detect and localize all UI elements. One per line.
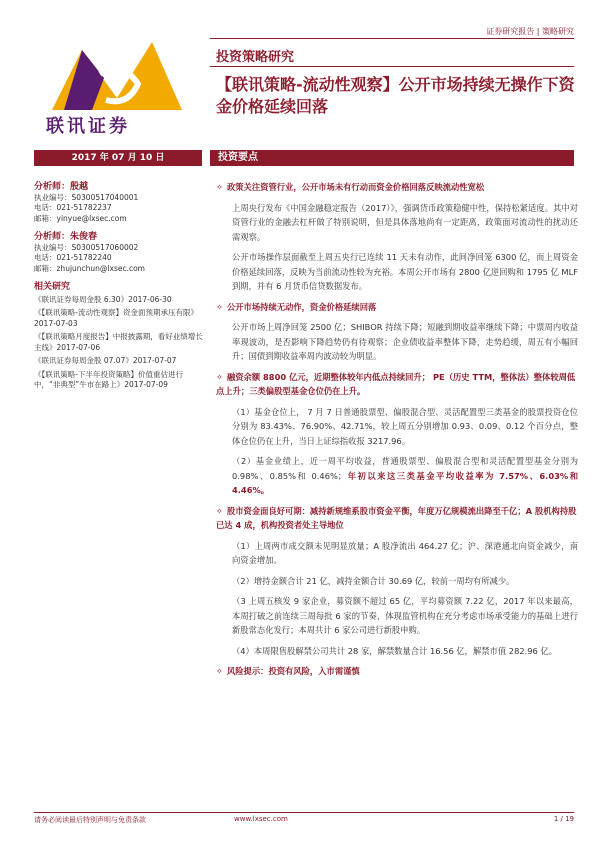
point-heading xyxy=(216,300,578,315)
diamond-bullet-icon: ✧ xyxy=(216,371,223,382)
footer-disclaimer: 请务必阅读最后特别声明与免责条款 xyxy=(34,816,146,824)
point-heading xyxy=(216,504,578,533)
analyst-email-link[interactable]: 邮箱：yinyue@lxsec.com xyxy=(34,213,127,223)
top-rule xyxy=(210,38,574,39)
top-label: 证券研究报告 | 策略研究 xyxy=(486,27,574,36)
diamond-bullet-icon: ✧ xyxy=(216,182,223,192)
analyst-name: 分析师：殷越 xyxy=(34,182,89,192)
paragraph: （1）基金仓位上， 7 月 7 日普通股票型、偏股混合型、灵活配置型三类基金的股票投资仓位分别为 83.43%、76.90%、42.71%，较上周五分别增加 0.93、0.09、0.12 个百分点，整体仓位仍在上升，当日上证综指收报 3217.96。 xyxy=(232,406,578,446)
paragraph: （4）本周限售股解禁公司共计 28 家，解禁数量合计 16.56 亿，解禁市值 282.96 亿。 xyxy=(232,645,558,656)
related-item[interactable]: 《联讯证券每周金股 07.07》2017-07-07 xyxy=(34,356,177,365)
point-heading-text: 风险提示：投资有风险，入市需谨慎 xyxy=(226,666,360,676)
diamond-bullet-icon: ✧ xyxy=(216,505,223,516)
logo-text: 联讯证券 xyxy=(46,116,130,137)
key-points-body xyxy=(216,180,578,679)
analyst-cert: 执业编号：S0300517060002 xyxy=(34,242,139,252)
analyst-sidebar xyxy=(34,180,206,394)
related-item[interactable]: 《【联讯策略-下半年投资策略】价值重估进行中，“非典型”牛市在路上》2017-07-09 xyxy=(34,369,183,389)
paragraph: 上周央行发布《中国金融稳定报告（2017）》，强调货币政策稳健中性，保持松紧适度。其中对资管行业的金融去杠杆做了特别说明，但是具体落地尚有一定距离，政策面对流动性的扰动还需观察。 xyxy=(232,202,578,242)
paragraph: （1）上周两市成交额未见明显放量；A 股净流出 464.27 亿；沪、深港通北向资金减少，南向资金增加。 xyxy=(232,540,578,565)
point-heading xyxy=(216,370,578,399)
analyst-block xyxy=(34,232,206,274)
tag-rule xyxy=(210,66,574,67)
report-title: 【联讯策略-流动性观察】公开市场持续无操作下资金价格延续回落 xyxy=(216,75,575,116)
paragraph-text: （2）基金业绩上，近一周平均收益，普通股票型、偏股混合型和灵活配置型基金分别为 0.98%、0.85%和 0.46%； xyxy=(232,456,578,481)
diamond-bullet-icon: ✧ xyxy=(216,301,223,312)
page-number: 1 / 19 xyxy=(553,815,574,823)
date-bar: 2017 年 07 月 10 日 xyxy=(34,150,202,166)
paragraph: 公开市场操作层面截至上周五央行已连续 11 天未有动作，此间净回笼 6300 亿，而上周资金价格延续回落，反映为当前流动性较为充裕。本周公开市场有 2800 亿逆回购和 1795 亿 MLF 到期，并有 6 月货币信贷数据发布。 xyxy=(232,252,578,291)
point-heading-text: 股市资金面良好可期：减持新规维系股市资金平衡，年度万亿规模流出降至千亿；A 股机构持股已达 4 成，机构投资者处主导地位 xyxy=(216,505,577,530)
analyst-block xyxy=(34,182,206,224)
footer-website-link[interactable]: www.lxsec.com xyxy=(234,815,288,823)
point-heading-text: 公开市场持续无动作，资金价格延续回落 xyxy=(226,301,377,312)
footer-rule xyxy=(34,812,574,813)
analyst-cert: 执业编号：S0300517040001 xyxy=(34,192,139,202)
related-research-heading: 相关研究 xyxy=(34,282,71,292)
diamond-bullet-icon: ✧ xyxy=(216,666,223,676)
analyst-phone: 电话：021-51782237 xyxy=(34,203,112,212)
key-points-bar: 投资要点 xyxy=(210,150,574,166)
paragraph: 公开市场上周净回笼 2500 亿；SHIBOR 持续下降；短融到期收益率继续下降；中票周内收益率现波动，是否影响下降趋势仍有待观察；企业债收益率整体下降，走势趋缓，周五有小幅回升；国债到期收益率周内波动较为明显。 xyxy=(232,322,578,361)
point-heading xyxy=(216,180,578,195)
point-heading xyxy=(216,664,578,679)
analyst-phone: 电话：021-51782240 xyxy=(34,253,112,262)
paragraph: （3 上周五核发 9 家企业，募资额不超过 65 亿，平均募资额 7.22 亿，2017 年以来最高，本周打破之前连续三周每批 6 家的节奏，体现监管机构在充分考虑市场承受能力的基础上进行新股常态化发行；本周共计 6 家公司进行新股申购。 xyxy=(232,596,578,635)
related-item[interactable]: 《【联讯策略-流动性观察】资金面预期承压有限》2017-07-03 xyxy=(34,308,198,328)
paragraph: （2）增持金额合计 21 亿，减持金额合计 30.69 亿，较前一周均有所减少。 xyxy=(232,575,515,586)
point-heading-text: 政策关注资管行业，公开市场未有行动而资金价格回落反映流动性宽松 xyxy=(226,182,485,192)
analyst-name: 分析师：朱俊春 xyxy=(34,232,98,242)
paragraph xyxy=(216,454,578,498)
related-item[interactable]: 《联讯证券每周金股 6.30》2017-06-30 xyxy=(34,294,172,304)
related-item[interactable]: 《【联讯策略月度报告】中报披露期，看好业绩增长主线》2017-07-06 xyxy=(34,332,203,352)
section-tag: 投资策略研究 xyxy=(216,50,295,65)
analyst-email-link[interactable]: 邮箱：zhujunchun@lxsec.com xyxy=(34,263,145,273)
paragraph-bold-text: 年初以来这三类基金平均收益率为 7.57%、6.03%和 4.46%。 xyxy=(232,470,578,495)
point-heading-text: 融资余额 8800 亿元，近期整体较年内低点持续回升； PE（历史 TTM，整体法）整体较周低点上升；三类偏股型基金仓位仍在上升。 xyxy=(216,371,576,396)
